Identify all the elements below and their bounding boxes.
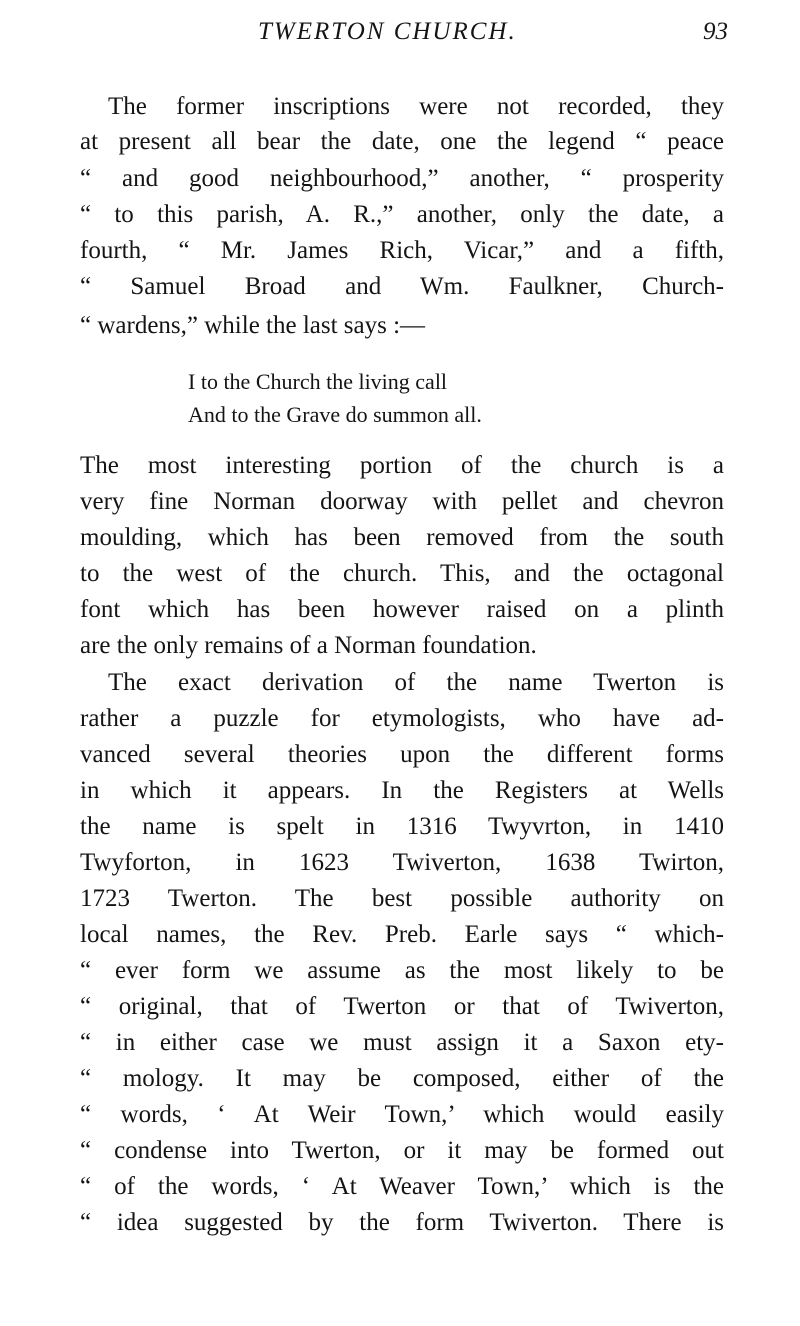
page-number: 93 xyxy=(703,18,728,45)
text-line: “ and good neighbourhood,” another, “ prosperity xyxy=(80,165,724,192)
text-line: “ words, ‘ At Weir Town,’ which would easily xyxy=(80,1101,724,1128)
text-line: 1723 Twerton. The best possible authority on xyxy=(80,885,724,912)
text-line: “ of the words, ‘ At Weaver Town,’ which is the xyxy=(80,1173,724,1200)
text-line: moulding, which has been removed from the south xyxy=(80,524,724,551)
text-line: fourth, “ Mr. James Rich, Vicar,” and a fifth, xyxy=(80,237,724,264)
text-line: “ ever form we assume as the most likely to be xyxy=(80,957,724,984)
text-line: The most interesting portion of the church is a xyxy=(80,452,724,479)
text-line: “ in either case we must assign it a Saxon ety- xyxy=(80,1029,724,1056)
text-line: “ condense into Twerton, or it may be formed out xyxy=(80,1137,724,1164)
text-line: “ wardens,” while the last says :— xyxy=(80,312,426,339)
text-line: local names, the Rev. Preb. Earle says “ which- xyxy=(80,921,724,948)
verse-line: I to the Church the living call xyxy=(188,369,448,394)
text-line: “ Samuel Broad and Wm. Faulkner, Church- xyxy=(80,273,724,300)
text-line: are the only remains of a Norman foundation. xyxy=(80,632,537,659)
page-header xyxy=(0,18,800,52)
text-line: the name is spelt in 1316 Twyvrton, in 1410 xyxy=(80,813,724,840)
text-line: rather a puzzle for etymologists, who have ad- xyxy=(80,705,724,732)
text-line: in which it appears. In the Registers at Wells xyxy=(80,777,724,804)
text-line: The exact derivation of the name Twerton is xyxy=(108,669,724,696)
text-line: “ idea suggested by the form Twiverton. There is xyxy=(80,1209,724,1236)
text-line: “ to this parish, A. R.,” another, only the date, a xyxy=(80,201,724,228)
text-line: at present all bear the date, one the legend “ peace xyxy=(80,128,724,155)
running-title: TWERTON CHURCH. xyxy=(258,18,517,45)
text-line: “ original, that of Twerton or that of Twiverton, xyxy=(80,993,724,1020)
text-line: font which has been however raised on a plinth xyxy=(80,596,724,623)
text-line: very fine Norman doorway with pellet and chevron xyxy=(80,488,724,515)
text-line: Twyforton, in 1623 Twiverton, 1638 Twirton, xyxy=(80,849,724,876)
text-line: vanced several theories upon the different forms xyxy=(80,741,724,768)
text-line: The former inscriptions were not recorded, they xyxy=(108,93,724,120)
verse-line: And to the Grave do summon all. xyxy=(188,402,482,427)
text-line: to the west of the church. This, and the octagonal xyxy=(80,560,724,587)
text-line: “ mology. It may be composed, either of the xyxy=(80,1065,724,1092)
